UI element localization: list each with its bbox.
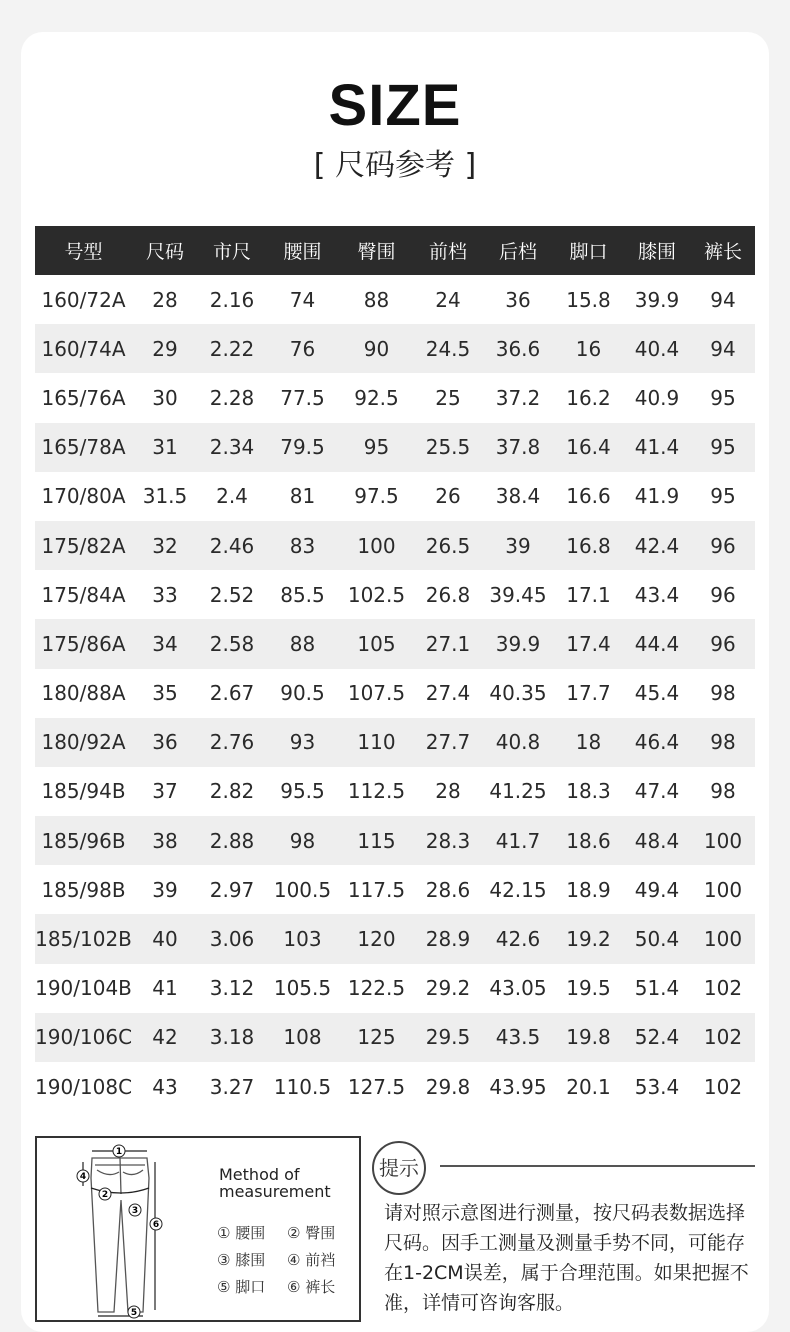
table-cell: 43.4 xyxy=(623,570,691,619)
header-cell: 脚口 xyxy=(554,226,623,275)
table-cell: 95 xyxy=(339,423,414,472)
table-cell: 39 xyxy=(482,521,554,570)
table-cell: 180/92A xyxy=(35,718,132,767)
table-cell: 3.27 xyxy=(198,1062,266,1111)
table-cell: 105 xyxy=(339,619,414,668)
table-row xyxy=(35,1062,755,1111)
table-cell: 2.52 xyxy=(198,570,266,619)
table-cell: 175/84A xyxy=(35,570,132,619)
table-cell: 16.8 xyxy=(554,521,623,570)
table-cell: 53.4 xyxy=(623,1062,691,1111)
table-cell: 103 xyxy=(266,914,339,963)
table-cell: 43 xyxy=(132,1062,198,1111)
table-cell: 20.1 xyxy=(554,1062,623,1111)
table-cell: 2.76 xyxy=(198,718,266,767)
table-cell: 160/74A xyxy=(35,324,132,373)
marker-3: 3 xyxy=(131,1206,139,1216)
page-title: SIZE xyxy=(328,73,462,138)
table-cell: 185/98B xyxy=(35,865,132,914)
table-cell: 98 xyxy=(266,816,339,865)
table-cell: 39 xyxy=(132,865,198,914)
table-cell: 41.9 xyxy=(623,472,691,521)
table-cell: 24.5 xyxy=(414,324,482,373)
marker-2: 2 xyxy=(101,1190,109,1200)
table-cell: 100.5 xyxy=(266,865,339,914)
table-cell: 95 xyxy=(691,423,755,472)
table-cell: 27.7 xyxy=(414,718,482,767)
table-cell: 19.5 xyxy=(554,964,623,1013)
table-cell: 50.4 xyxy=(623,914,691,963)
table-cell: 32 xyxy=(132,521,198,570)
legend-item: ② 臀围 xyxy=(287,1224,336,1242)
table-header-row xyxy=(35,226,755,275)
header-cell: 市尺 xyxy=(198,226,266,275)
table-cell: 117.5 xyxy=(339,865,414,914)
table-cell: 29 xyxy=(132,324,198,373)
table-cell: 26.5 xyxy=(414,521,482,570)
table-cell: 2.82 xyxy=(198,767,266,816)
table-cell: 97.5 xyxy=(339,472,414,521)
table-cell: 165/78A xyxy=(35,423,132,472)
table-cell: 41.4 xyxy=(623,423,691,472)
table-cell: 108 xyxy=(266,1013,339,1062)
table-cell: 98 xyxy=(691,718,755,767)
table-cell: 51.4 xyxy=(623,964,691,1013)
table-cell: 15.8 xyxy=(554,275,623,324)
table-cell: 18 xyxy=(554,718,623,767)
table-cell: 2.58 xyxy=(198,619,266,668)
table-cell: 28 xyxy=(414,767,482,816)
table-cell: 31 xyxy=(132,423,198,472)
table-cell: 28.6 xyxy=(414,865,482,914)
table-cell: 27.1 xyxy=(414,619,482,668)
table-cell: 37 xyxy=(132,767,198,816)
table-cell: 28 xyxy=(132,275,198,324)
table-cell: 42.4 xyxy=(623,521,691,570)
table-row xyxy=(35,619,755,668)
table-cell: 2.16 xyxy=(198,275,266,324)
table-cell: 175/82A xyxy=(35,521,132,570)
table-cell: 77.5 xyxy=(266,373,339,422)
table-cell: 98 xyxy=(691,767,755,816)
table-cell: 2.46 xyxy=(198,521,266,570)
table-row xyxy=(35,816,755,865)
header-cell: 臀围 xyxy=(339,226,414,275)
table-cell: 41 xyxy=(132,964,198,1013)
table-cell: 38.4 xyxy=(482,472,554,521)
table-cell: 95 xyxy=(691,373,755,422)
table-cell: 44.4 xyxy=(623,619,691,668)
table-cell: 18.9 xyxy=(554,865,623,914)
marker-4: 4 xyxy=(79,1172,87,1182)
table-cell: 127.5 xyxy=(339,1062,414,1111)
table-cell: 45.4 xyxy=(623,669,691,718)
table-cell: 40.35 xyxy=(482,669,554,718)
tip-badge: 提示 xyxy=(372,1141,426,1195)
tip-text: 请对照示意图进行测量，按尺码表数据选择尺码。因手工测量及测量手势不同，可能存在1-2CM误差，属于合理范围。如果把握不准，详情可咨询客服。 xyxy=(384,1202,749,1314)
table-cell: 2.22 xyxy=(198,324,266,373)
table-cell: 76 xyxy=(266,324,339,373)
table-cell: 3.18 xyxy=(198,1013,266,1062)
page-subtitle: [ 尺码参考 ] xyxy=(313,148,477,183)
table-cell: 29.5 xyxy=(414,1013,482,1062)
table-cell: 38 xyxy=(132,816,198,865)
table-cell: 96 xyxy=(691,570,755,619)
table-cell: 33 xyxy=(132,570,198,619)
table-cell: 83 xyxy=(266,521,339,570)
table-cell: 100 xyxy=(691,914,755,963)
table-cell: 42.6 xyxy=(482,914,554,963)
header-cell: 号型 xyxy=(35,226,132,275)
table-cell: 40.9 xyxy=(623,373,691,422)
tip-divider xyxy=(440,1165,755,1167)
table-cell: 16.4 xyxy=(554,423,623,472)
table-cell: 43.95 xyxy=(482,1062,554,1111)
table-cell: 90 xyxy=(339,324,414,373)
table-row xyxy=(35,964,755,1013)
table-cell: 31.5 xyxy=(132,472,198,521)
table-cell: 88 xyxy=(339,275,414,324)
table-cell: 52.4 xyxy=(623,1013,691,1062)
table-cell: 37.2 xyxy=(482,373,554,422)
table-cell: 100 xyxy=(691,816,755,865)
table-row xyxy=(35,669,755,718)
measurement-diagram xyxy=(35,1136,361,1322)
table-cell: 92.5 xyxy=(339,373,414,422)
table-cell: 19.8 xyxy=(554,1013,623,1062)
table-cell: 96 xyxy=(691,619,755,668)
table-cell: 17.1 xyxy=(554,570,623,619)
table-row xyxy=(35,1013,755,1062)
table-cell: 100 xyxy=(691,865,755,914)
table-cell: 48.4 xyxy=(623,816,691,865)
table-cell: 36.6 xyxy=(482,324,554,373)
table-cell: 17.7 xyxy=(554,669,623,718)
table-cell: 96 xyxy=(691,521,755,570)
table-cell: 105.5 xyxy=(266,964,339,1013)
table-cell: 34 xyxy=(132,619,198,668)
table-cell: 100 xyxy=(339,521,414,570)
table-cell: 40 xyxy=(132,914,198,963)
table-cell: 18.3 xyxy=(554,767,623,816)
table-cell: 16.6 xyxy=(554,472,623,521)
table-cell: 102.5 xyxy=(339,570,414,619)
table-cell: 46.4 xyxy=(623,718,691,767)
table-row xyxy=(35,472,755,521)
table-cell: 94 xyxy=(691,324,755,373)
legend-item: ④ 前裆 xyxy=(287,1251,336,1269)
table-cell: 122.5 xyxy=(339,964,414,1013)
table-cell: 26 xyxy=(414,472,482,521)
table-row xyxy=(35,521,755,570)
table-cell: 39.9 xyxy=(482,619,554,668)
table-cell: 36 xyxy=(482,275,554,324)
table-cell: 90.5 xyxy=(266,669,339,718)
marker-6: 6 xyxy=(152,1220,160,1230)
table-cell: 85.5 xyxy=(266,570,339,619)
table-cell: 2.97 xyxy=(198,865,266,914)
size-table xyxy=(35,226,755,1111)
table-cell: 112.5 xyxy=(339,767,414,816)
table-cell: 37.8 xyxy=(482,423,554,472)
table-cell: 28.3 xyxy=(414,816,482,865)
table-cell: 16.2 xyxy=(554,373,623,422)
legend-item: ③ 膝围 xyxy=(217,1251,266,1269)
table-cell: 2.28 xyxy=(198,373,266,422)
method-title: Method of measurement xyxy=(219,1165,331,1201)
table-cell: 41.7 xyxy=(482,816,554,865)
table-cell: 40.8 xyxy=(482,718,554,767)
table-cell: 35 xyxy=(132,669,198,718)
table-cell: 102 xyxy=(691,964,755,1013)
table-cell: 25 xyxy=(414,373,482,422)
table-cell: 43.5 xyxy=(482,1013,554,1062)
table-cell: 190/108C xyxy=(35,1062,132,1111)
table-row xyxy=(35,324,755,373)
table-cell: 125 xyxy=(339,1013,414,1062)
table-cell: 49.4 xyxy=(623,865,691,914)
table-cell: 42.15 xyxy=(482,865,554,914)
table-cell: 42 xyxy=(132,1013,198,1062)
header-cell: 尺码 xyxy=(132,226,198,275)
table-cell: 185/94B xyxy=(35,767,132,816)
header-cell: 腰围 xyxy=(266,226,339,275)
legend-item: ⑥ 裤长 xyxy=(287,1278,336,1296)
table-cell: 47.4 xyxy=(623,767,691,816)
table-cell: 3.12 xyxy=(198,964,266,1013)
table-cell: 165/76A xyxy=(35,373,132,422)
table-cell: 185/102B xyxy=(35,914,132,963)
table-cell: 19.2 xyxy=(554,914,623,963)
table-cell: 175/86A xyxy=(35,619,132,668)
table-row xyxy=(35,865,755,914)
table-row xyxy=(35,423,755,472)
table-cell: 17.4 xyxy=(554,619,623,668)
table-cell: 98 xyxy=(691,669,755,718)
legend-item: ① 腰围 xyxy=(217,1224,266,1242)
marker-5: 5 xyxy=(130,1308,138,1318)
table-cell: 3.06 xyxy=(198,914,266,963)
table-cell: 88 xyxy=(266,619,339,668)
header-cell: 后档 xyxy=(482,226,554,275)
table-cell: 185/96B xyxy=(35,816,132,865)
table-cell: 102 xyxy=(691,1062,755,1111)
table-cell: 95.5 xyxy=(266,767,339,816)
table-cell: 36 xyxy=(132,718,198,767)
marker-1: 1 xyxy=(115,1147,123,1157)
table-cell: 29.8 xyxy=(414,1062,482,1111)
table-cell: 94 xyxy=(691,275,755,324)
table-cell: 39.9 xyxy=(623,275,691,324)
table-cell: 26.8 xyxy=(414,570,482,619)
table-cell: 170/80A xyxy=(35,472,132,521)
table-cell: 107.5 xyxy=(339,669,414,718)
table-cell: 190/106C xyxy=(35,1013,132,1062)
header-cell: 裤长 xyxy=(691,226,755,275)
table-cell: 110 xyxy=(339,718,414,767)
header-cell: 前档 xyxy=(414,226,482,275)
table-cell: 93 xyxy=(266,718,339,767)
table-row xyxy=(35,570,755,619)
table-cell: 120 xyxy=(339,914,414,963)
measurement-legend xyxy=(217,1222,357,1297)
table-cell: 24 xyxy=(414,275,482,324)
table-cell: 39.45 xyxy=(482,570,554,619)
table-cell: 2.67 xyxy=(198,669,266,718)
table-cell: 95 xyxy=(691,472,755,521)
table-cell: 79.5 xyxy=(266,423,339,472)
table-cell: 115 xyxy=(339,816,414,865)
table-cell: 29.2 xyxy=(414,964,482,1013)
table-cell: 160/72A xyxy=(35,275,132,324)
table-row xyxy=(35,718,755,767)
table-cell: 30 xyxy=(132,373,198,422)
table-cell: 25.5 xyxy=(414,423,482,472)
table-row xyxy=(35,275,755,324)
table-cell: 2.88 xyxy=(198,816,266,865)
table-cell: 2.4 xyxy=(198,472,266,521)
table-cell: 43.05 xyxy=(482,964,554,1013)
table-cell: 27.4 xyxy=(414,669,482,718)
table-cell: 16 xyxy=(554,324,623,373)
table-row xyxy=(35,914,755,963)
table-cell: 102 xyxy=(691,1013,755,1062)
table-cell: 41.25 xyxy=(482,767,554,816)
table-cell: 28.9 xyxy=(414,914,482,963)
table-cell: 2.34 xyxy=(198,423,266,472)
table-cell: 74 xyxy=(266,275,339,324)
table-cell: 81 xyxy=(266,472,339,521)
table-cell: 110.5 xyxy=(266,1062,339,1111)
legend-item: ⑤ 脚口 xyxy=(217,1278,266,1296)
table-row xyxy=(35,373,755,422)
header-cell: 膝围 xyxy=(623,226,691,275)
table-cell: 180/88A xyxy=(35,669,132,718)
table-cell: 18.6 xyxy=(554,816,623,865)
table-cell: 40.4 xyxy=(623,324,691,373)
table-row xyxy=(35,767,755,816)
table-cell: 190/104B xyxy=(35,964,132,1013)
